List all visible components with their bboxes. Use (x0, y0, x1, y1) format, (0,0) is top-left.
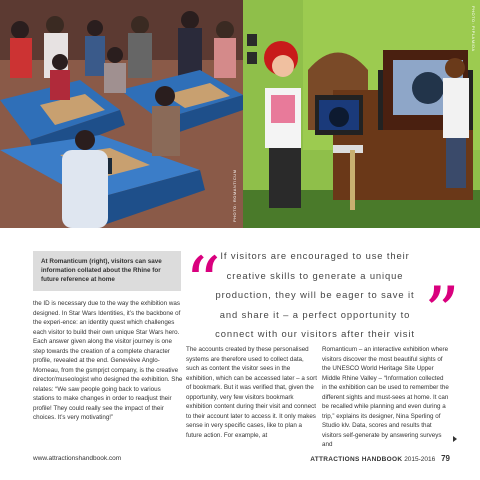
footer-years: 2015-2016 (404, 456, 436, 463)
photo-romanticum (243, 0, 480, 228)
photo-exhibition-kids-image (0, 0, 243, 228)
open-quote-mark: “ (185, 242, 221, 324)
continue-arrow-icon (453, 436, 457, 442)
body-column-2 (186, 345, 317, 440)
footer-url: www.attractionshandbook.com (33, 455, 122, 462)
footer-page-number: 79 (441, 454, 450, 463)
footer-magazine: ATTRACTIONS HANDBOOK (310, 456, 403, 463)
body-column-3 (322, 345, 450, 450)
close-quote-mark: ” (424, 272, 460, 354)
photo-exhibition-kids (0, 0, 243, 228)
body-column-1-text: the ID is necessary due to the way the exhibition was designed. In Star Wars Identities, it’s the backbone of the experi-ence: an identity quest which challenges each visitor to build their own unique Star Wars hero. Each answer given along the visitor journey is one step towards the creation of a complete character profile, revealed at the end. Geneviève Anglo-Morneau, from the gsmprjct company, is the creative director/museologist who designed the exhibition. She relates: “We saw people going back to various stations to make changes in order to readjust their profile! They could really see the impact of their choices. It’s very motivating!” (33, 300, 183, 421)
photo-caption: At Romanticum (right), visitors can save information collated about the Rhine for future reference at home (33, 251, 181, 291)
photo-romanticum-image (243, 0, 480, 228)
photo-credit-right: PHOTO: PIPLAMIDA (471, 6, 476, 52)
body-column-2-text: The accounts created by these personalised systems are therefore used to collect data, such as content the visitor sees in the exhibition, which can be accessed later – a sort of bookmark. But it was verified that, given the opportunity, very few visitors bookmark exhibition content during their visit and connect to their account later to access it. It only makes sense in very specific cases, like to plan a future action. For example, at (186, 346, 317, 439)
body-column-3-text: Romanticum – an interactive exhibition where visitors discover the most beautiful sights of the UNESCO World Heritage Site Upper Middle Rhine Valley – “Information collected in the exhibition can be used to remember the different sights and must-sees at home. It can be recalled while planning and even during a trip,” explains its designer, Nina Sperling of Studio klv. Data, scores and results that visitors self-generate by answering surveys and (322, 346, 449, 448)
pull-quote: If visitors are encouraged to use their creative skills to generate a unique production, they will be eager to save it and share it – a perfect opportunity to connect with our visitors after their visit (215, 250, 415, 339)
photo-credit-left: PHOTO: ROMANTICUM (232, 169, 237, 222)
footer-page-info (310, 454, 450, 463)
body-column-1 (33, 299, 183, 423)
